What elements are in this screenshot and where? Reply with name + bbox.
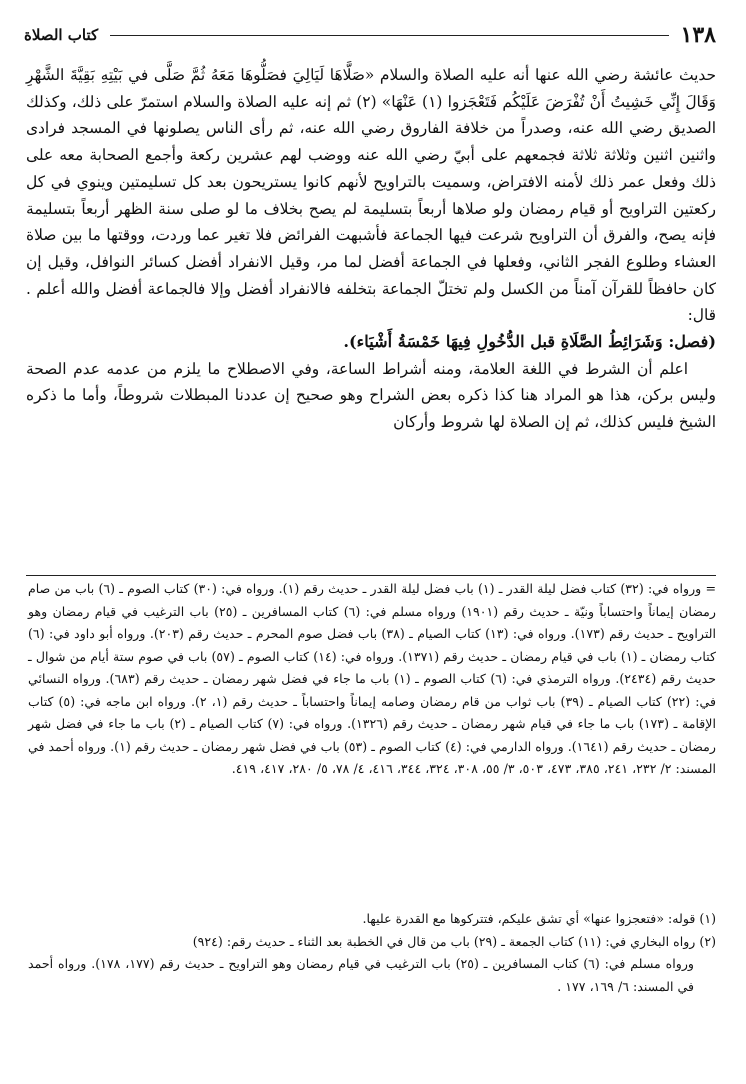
footnote-2: (٢) رواه البخاري في: (١١) كتاب الجمعة ـ (٢٩) باب من قال في الخطبة بعد الثناء ـ حديث رقم: (٩٢٤) xyxy=(192,933,716,949)
page-header xyxy=(24,22,716,48)
header-rule xyxy=(110,35,668,36)
running-title: كتاب الصلاة xyxy=(24,26,99,44)
footnote-continuation: = ورواه في: (٣٢) كتاب فضل ليلة القدر ـ (١) باب فضل ليلة القدر ـ حديث رقم (١). ورواه في: (٣٠) كتاب الصوم ـ (٦) باب من صام رمضان إيماناً واحتساباً ونيّة ـ حديث رقم (١٩٠١) ورواه مسلم في: (٦) كتاب المسافرين ـ (٢٥) باب الترغيب في قيام رمضان وهو التراويح ـ حديث رقم (١٧٣). ورواه في: (١٣) كتاب الصيام ـ (٣٨) باب فضل صوم المحرم ـ حديث رقم (٢٠٣). ورواه أبو داود في: (٦) كتاب رمضان ـ (١) باب في قيام رمضان ـ حديث رقم (١٣٧١). ورواه في: (١٤) كتاب الصوم ـ (٥٧) باب في صوم ستة أيام من شوال ـ حديث رقم (٢٤٣٤). ورواه الترمذي في: (٦) كتاب الصوم ـ (١) باب ما جاء في فضل شهر رمضان ـ حديث رقم (٦٨٣). ورواه النسائي في: (٢٢) كتاب الصيام ـ (٣٩) باب ثواب من قام رمضان وصامه إيماناً واحتساباً ـ حديث رقم (١، ٢). ورواه ابن ماجه في: (٥) كتاب الإقامة ـ (١٧٣) باب ما جاء في قيام شهر رمضان ـ حديث رقم (١٣٢٦). ورواه في: (٧) كتاب الصيام ـ (٢) باب ما جاء في فضل شهر رمضان ـ حديث رقم (١٦٤١). ورواه الدارمي في: (٤) كتاب الصوم ـ (٥٣) باب في فضل شهر رمضان ـ حديث رقم (١). ورواه أحمد في المسند: ٢/ ٢٣٢، ٢٤١، ٣٨٥، ٤٧٣، ٥٠٣، ٣/ ٥٥، ٣٠٨، ٣٢٤، ٣٤٤، ٤١٦، ٤/ ٧٨، ٥/ ٢٨٠، ٤١٧، ٤١٩. xyxy=(28,581,716,776)
page-number: ١٣٨ xyxy=(680,22,716,48)
section-heading: (فصل: وَشَرَائِطُ الصَّلَاةِ قبل الدُّخُولِ فِيهَا خَمْسَةُ أَشْيَاء). xyxy=(343,332,716,352)
footnote-divider xyxy=(26,575,716,576)
body-paragraph: اعلم أن الشرط في اللغة العلامة، ومنه أشراط الساعة، وفي الاصطلاح ما يلزم من عدمه عدم الصحة وليس بركن، هذا هو المراد هنا كذا ذكره بعض الشراح وهو صحيح إن عددنا المبطلات شروطاً، وأما ما ذكره الشيخ فليس كذلك، ثم إن الصلاة لها شروط وأركان xyxy=(26,359,716,432)
footnotes xyxy=(28,908,716,998)
footnote-1: (١) قوله: «فتعجزوا عنها» أي تشق عليكم، فتتركوها مع القدرة عليها. xyxy=(362,911,716,926)
body-paragraph: حديث عائشة رضي الله عنها أنه عليه الصلاة والسلام «صَلَّاهَا لَيَالِيَ فصَلُّوهَا مَعَهُ ثُمَّ صَلَّى في بَيْتِهِ بَقِيَّةَ الشَّهْرِ وَقَالَ إِنِّي خَشِيتُ أَنْ تُفْرَضَ عَلَيْكُم فَتَعْجَزوا (١) عَنْهَا» (٢) ثم إنه عليه الصلاة والسلام استمرّ على ذلك، وكذلك الصديق رضي الله عنه، وصدراً من خلافة الفاروق رضي الله عنه، ثم رأى الناس يصلونها في المسجد فرادى واثنين اثنين وثلاثة ثلاثة فجمعهم على أبيّ رضي الله عنه ووضب لهم عشرين ركعة وأجمع الصحابة معه على ذلك وفعل عمر ذلك لأمنه الافتراض، وسميت بالتراويح لأنهم كانوا يستريحون بعد كل تسليمتين وينوي في كل ركعتين التراويح أو قيام رمضان ولو صلاها أربعاً بتسليمة لم يصح بخلاف ما لو صلى سنة الظهر أربعاً بتسليمة فإنه يصح، والفرق أن التراويح شرعت فيها الجماعة فأشبهت الفرائض فلا تغير عما وردت، ووقتها ما بين صلاة العشاء وطلوع الفجر الثاني، وفعلها في الجماعة أفضل لما مر، وقيل الانفراد أفضل كسائر النوافل، وقيل إن كان حافظاً للقرآن آمناً من الكسل ولم تختلّ الجماعة بتخلفه فالانفراد أفضل وإلا فالجماعة أفضل والله أعلم . قال: xyxy=(26,66,716,325)
main-text xyxy=(26,62,716,436)
footnote-2-continuation: ورواه مسلم في: (٦) كتاب المسافرين ـ (٢٥) باب الترغيب في قيام رمضان وهو التراويح ـ حديث رقم (١٧٧، ١٧٨). ورواه أحمد في المسند: ٦/ ١٦٩، ١٧٧ . xyxy=(28,956,694,994)
